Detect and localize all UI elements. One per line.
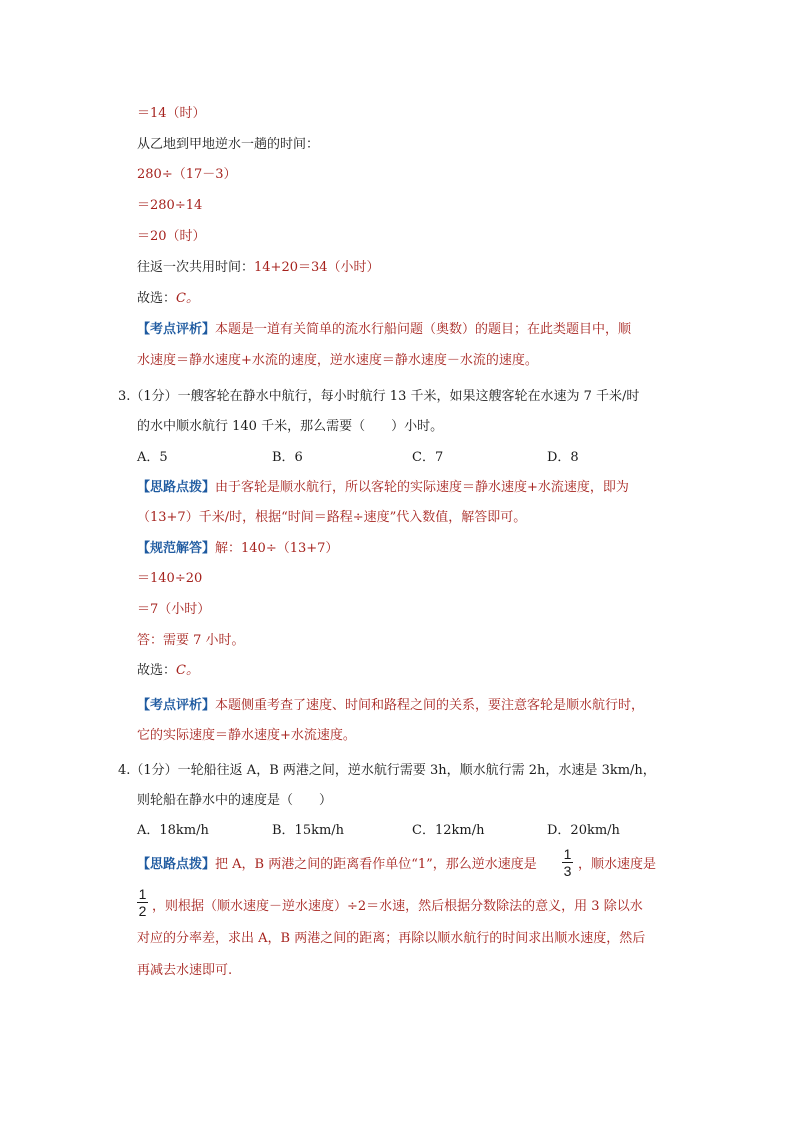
hint-text: 对应的分率差，求出 A，B 两港之间的距离；再除以顺水航行的时间求出顺水速度，然后 (137, 931, 646, 946)
answer-choice: C。 (176, 663, 199, 678)
hint-text: ，顺水速度是 (578, 857, 657, 872)
text-line: 从乙地到甲地逆水一趟的时间： (137, 137, 320, 152)
option-d: D．20km/h (547, 823, 620, 838)
solution-text: 解：140÷（13+7） (215, 541, 339, 556)
calc-line: ＝7（小时） (137, 602, 211, 617)
fraction-denominator: 3 (563, 863, 572, 879)
answer-line (137, 290, 199, 308)
solution-tag: 【规范解答】 (137, 541, 216, 556)
fraction-numerator: 1 (563, 846, 572, 862)
fraction-one-half (137, 887, 148, 918)
calc-line: ＝14（时） (137, 106, 206, 121)
analysis-text: 本题侧重考查了速度、时间和路程之间的关系，要注意客轮是顺水航行时， (215, 698, 645, 713)
total-time-line (137, 259, 380, 277)
answer-choice: C。 (176, 291, 199, 306)
fraction-one-third (562, 847, 573, 878)
hint-text: 由于客轮是顺水航行，所以客轮的实际速度＝静水速度+水流速度，即为 (215, 480, 629, 495)
answer-text: 答：需要 7 小时。 (137, 633, 245, 648)
option-b: B．6 (272, 450, 303, 465)
question-3-stem: 3.（1分）一艘客轮在静水中航行，每小时航行 13 千米，如果这艘客轮在水速为 7 千米/时 (118, 389, 640, 404)
hint-text: 再减去水速即可. (137, 963, 233, 978)
option-c: C．12km/h (412, 823, 485, 838)
answer-label: 故选： (137, 663, 177, 678)
fraction-numerator: 1 (138, 886, 147, 902)
question-4-stem: 4.（1分）一轮船往返 A，B 两港之间，逆水航行需要 3h，顺水航行需 2h，水速是 3km/h， (118, 763, 656, 778)
option-a: A．18km/h (137, 823, 209, 838)
hint-tag: 【思路点拨】 (137, 857, 216, 872)
calc-line: ＝140÷20 (137, 571, 203, 586)
calc-line: 280÷（17－3） (137, 167, 237, 182)
analysis-text: 它的实际速度＝静水速度+水流速度。 (137, 728, 356, 743)
answer-label: 故选： (137, 291, 177, 306)
total-time-value: 14+20＝34（小时） (254, 260, 380, 275)
hint-text: （13+7）千米/时，根据“时间＝路程÷速度”代入数值，解答即可。 (137, 510, 527, 525)
option-c: C．7 (412, 450, 444, 465)
option-a: A．5 (137, 450, 168, 465)
answer-line (137, 662, 199, 680)
analysis-line (137, 697, 644, 715)
hint-tag: 【思路点拨】 (137, 480, 216, 495)
calc-line: ＝20（时） (137, 229, 206, 244)
analysis-line (137, 321, 631, 339)
analysis-text: 水速度＝静水速度+水流的速度，逆水速度＝静水速度－水流的速度。 (137, 353, 538, 368)
option-d: D．8 (547, 450, 579, 465)
analysis-text: 本题是一道有关简单的流水行船问题（奥数）的题目；在此类题目中，顺 (215, 322, 632, 337)
analysis-tag: 【考点评析】 (137, 322, 216, 337)
option-b: B．15km/h (272, 823, 345, 838)
hint-line (137, 856, 537, 874)
hint-text: 把 A，B 两港之间的距离看作单位“1”，那么逆水速度是 (215, 857, 537, 872)
hint-text: ，则根据（顺水速度－逆水速度）÷2＝水速，然后根据分数除法的意义，用 3 除以水 (152, 899, 643, 914)
question-4-stem: 则轮船在静水中的速度是（ ） (137, 793, 333, 808)
fraction-denominator: 2 (138, 903, 147, 919)
solution-line (137, 540, 338, 558)
calc-line: ＝280÷14 (137, 198, 203, 213)
analysis-tag: 【考点评析】 (137, 698, 216, 713)
question-3-stem: 的水中顺水航行 140 千米，那么需要（ ）小时。 (137, 419, 444, 434)
total-time-label: 往返一次共用时间： (137, 260, 255, 275)
hint-line (137, 479, 629, 497)
